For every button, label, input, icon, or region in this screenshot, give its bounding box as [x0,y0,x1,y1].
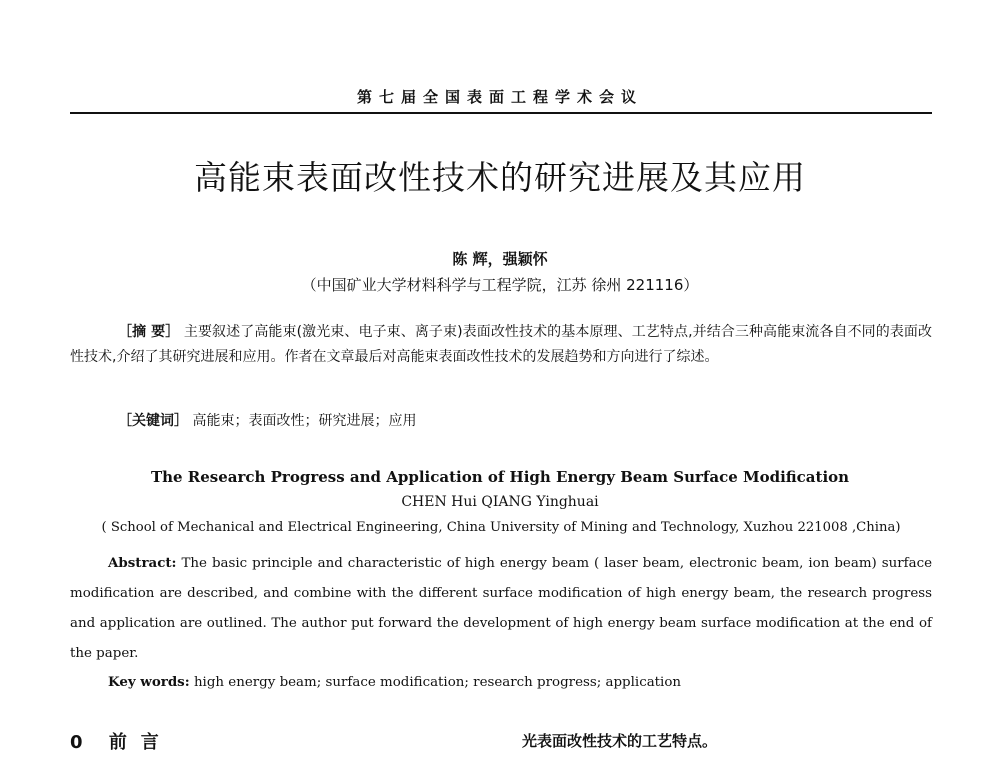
keywords-en [108,674,928,690]
abstract-en [70,548,932,669]
paper-title: 高能束表面改性技术的研究进展及其应用 [194,158,806,197]
abstract-cn [70,320,932,370]
header-rule [70,112,932,114]
abstract-en-label: Abstract: [108,555,177,571]
keywords-en-label: Key words: [108,674,190,690]
abstract-cn-label: ［摘 要］ [118,324,180,340]
keywords-cn-text: 高能束；表面改性；研究进展；应用 [192,413,417,429]
conference-header: 第七届全国表面工程学术会议 [356,88,643,106]
right-column-text: 光表面改性技术的工艺特点。 [522,732,718,750]
section-number: 0 [70,732,85,753]
authors: 陈 辉，强颖怀 [452,250,548,268]
paper-title-en: The Research Progress and Application of High Energy Beam Surface Modification [150,468,850,486]
section-title: 前言 [108,732,173,753]
keywords-cn [118,410,918,430]
abstract-en-text: The basic principle and characteristic of high energy beam ( laser beam, electronic beam, ion beam) surface modification are described, and combine with the different surface modification of high energy beam, the research progress and application are outlined. The author put forward the development of high energy beam surface modification at the end of the paper. [70,556,932,661]
abstract-cn-text: 主要叙述了高能束(激光束、电子束、离子束)表面改性技术的基本原理、工艺特点,并结合三种高能束流各自不同的表面改性技术,介绍了其研究进展和应用。作者在文章最后对高能束表面改性技术的发展趋势和方向进行了综述。 [70,324,933,365]
affiliation: （中国矿业大学材料科学与工程学院，江苏 徐州 221116） [301,276,699,294]
affiliation-en: ( School of Mechanical and Electrical Engineering, China University of Mining and Technology, Xuzhou 221008 ,China) [101,520,901,535]
keywords-en-text: high energy beam; surface modification; research progress; application [193,675,682,690]
keywords-cn-label: ［关键词］ [118,413,188,429]
authors-en: CHEN Hui QIANG Yinghuai [401,494,599,510]
section-heading [70,728,173,754]
